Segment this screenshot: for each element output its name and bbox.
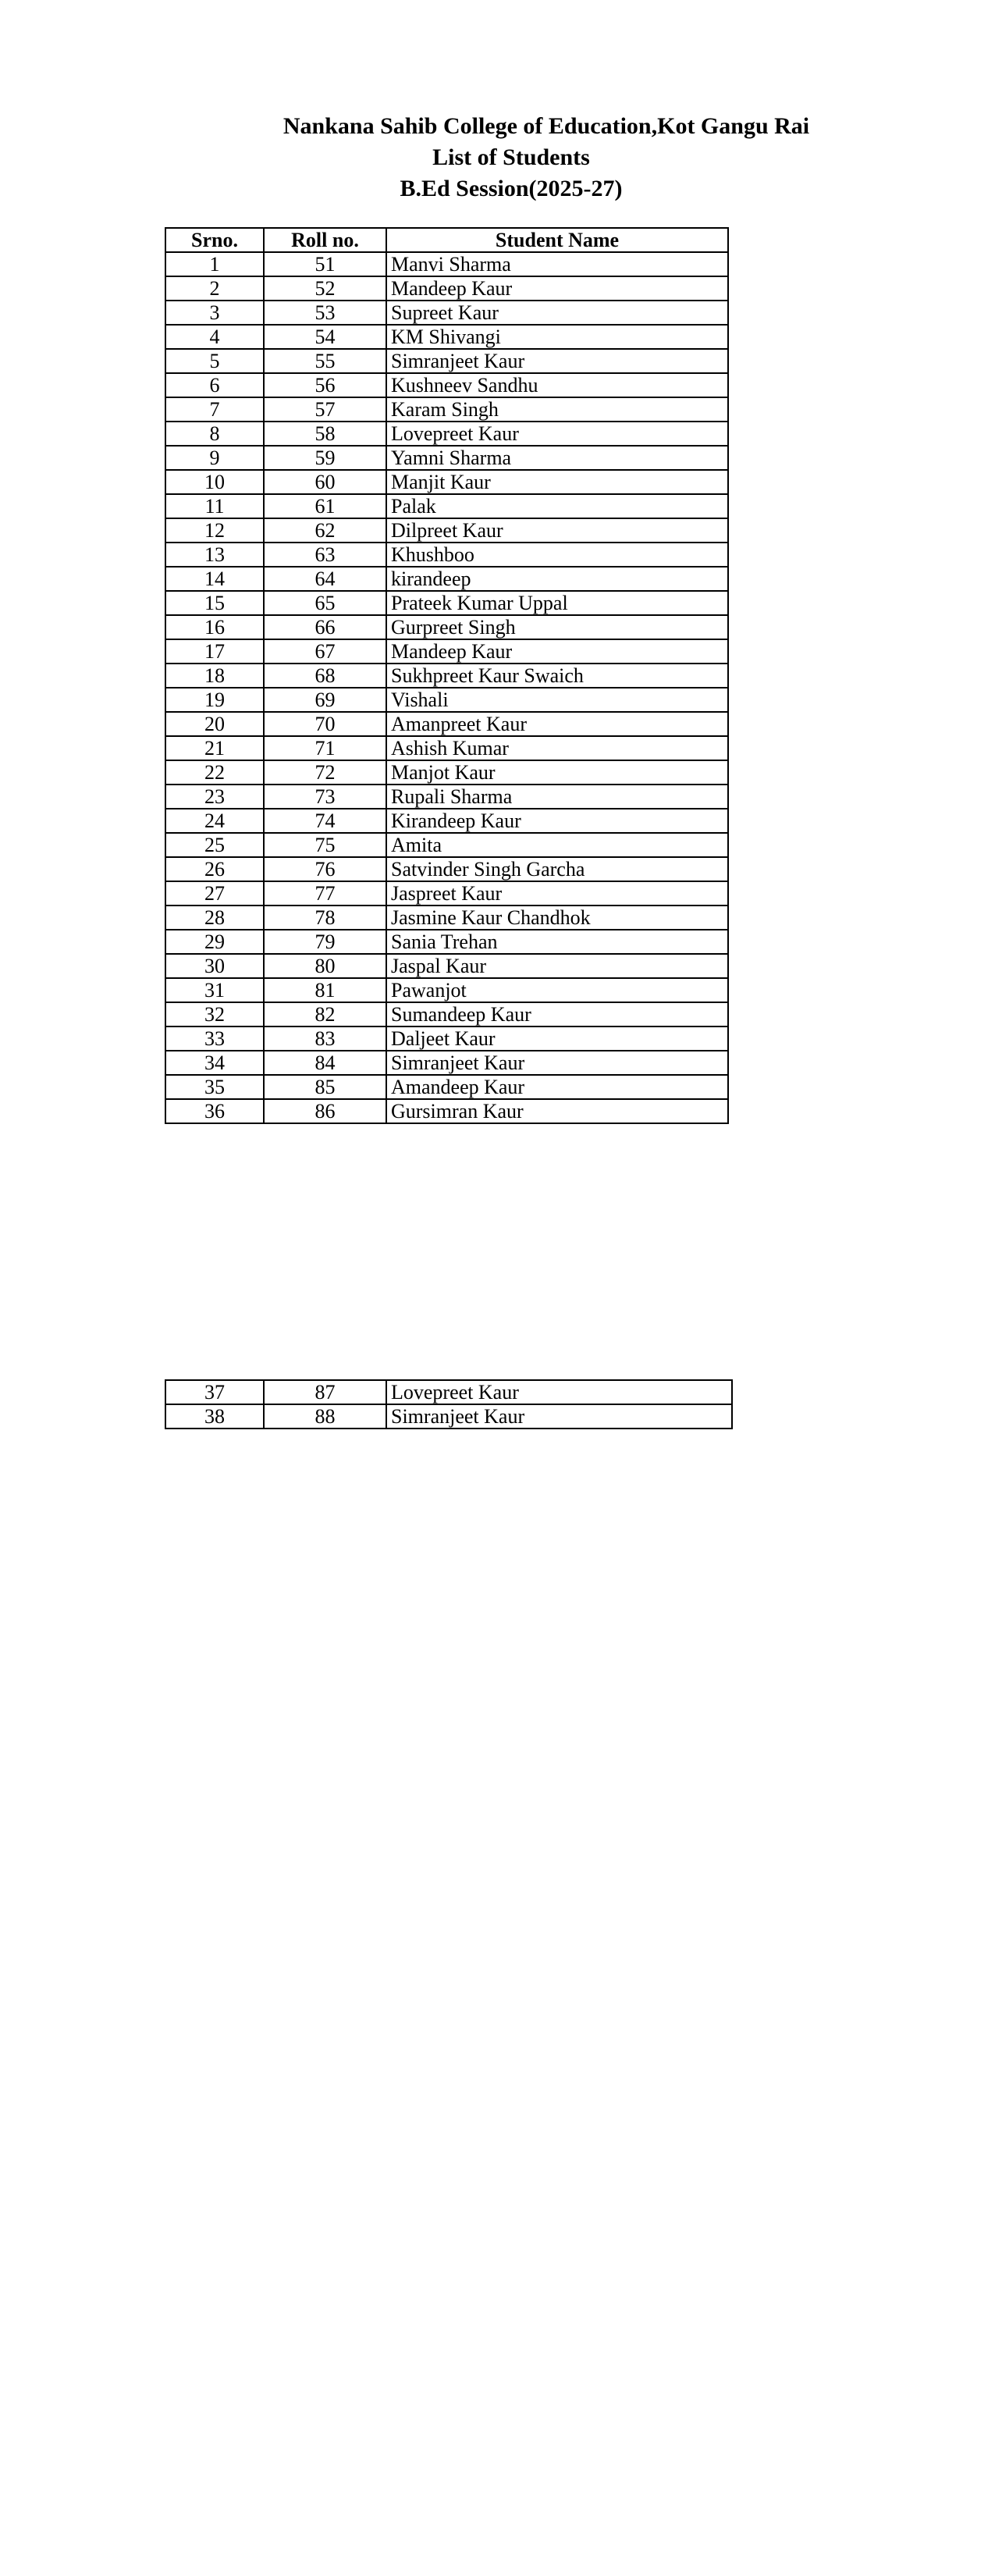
cell-roll-no: 70 xyxy=(264,712,386,736)
cell-student-name: Palak xyxy=(386,494,728,518)
cell-srno: 8 xyxy=(165,422,264,446)
cell-roll-no: 80 xyxy=(264,954,386,978)
students-table xyxy=(165,227,729,1124)
cell-student-name: Vishali xyxy=(386,688,728,712)
cell-srno: 30 xyxy=(165,954,264,978)
cell-srno: 19 xyxy=(165,688,264,712)
cell-roll-no: 85 xyxy=(264,1075,386,1099)
cell-roll-no: 53 xyxy=(264,301,386,325)
cell-srno: 31 xyxy=(165,978,264,1002)
table-row xyxy=(165,1051,728,1075)
cell-roll-no: 71 xyxy=(264,736,386,760)
cell-student-name: Jasmine Kaur Chandhok xyxy=(386,906,728,930)
cell-roll-no: 52 xyxy=(264,276,386,301)
cell-srno: 26 xyxy=(165,857,264,881)
cell-srno: 2 xyxy=(165,276,264,301)
cell-srno: 24 xyxy=(165,809,264,833)
table-row xyxy=(165,543,728,567)
cell-student-name: Prateek Kumar Uppal xyxy=(386,591,728,615)
cell-student-name: Yamni Sharma xyxy=(386,446,728,470)
cell-srno: 27 xyxy=(165,881,264,906)
cell-student-name: Simranjeet Kaur xyxy=(386,1404,732,1429)
table-row xyxy=(165,494,728,518)
table-row xyxy=(165,639,728,664)
cell-roll-no: 61 xyxy=(264,494,386,518)
table-row xyxy=(165,857,728,881)
table-row xyxy=(165,615,728,639)
table-row xyxy=(165,906,728,930)
cell-roll-no: 74 xyxy=(264,809,386,833)
table-row xyxy=(165,349,728,373)
cell-srno: 4 xyxy=(165,325,264,349)
cell-roll-no: 57 xyxy=(264,397,386,422)
cell-roll-no: 60 xyxy=(264,470,386,494)
cell-roll-no: 81 xyxy=(264,978,386,1002)
cell-student-name: KM Shivangi xyxy=(386,325,728,349)
table-row xyxy=(165,518,728,543)
cell-student-name: Simranjeet Kaur xyxy=(386,349,728,373)
cell-student-name: Daljeet Kaur xyxy=(386,1026,728,1051)
table-row xyxy=(165,567,728,591)
table-row xyxy=(165,591,728,615)
cell-roll-no: 88 xyxy=(264,1404,386,1429)
cell-student-name: Amandeep Kaur xyxy=(386,1075,728,1099)
cell-student-name: Gursimran Kaur xyxy=(386,1099,728,1123)
table-row xyxy=(165,1404,732,1429)
cell-srno: 12 xyxy=(165,518,264,543)
cell-student-name: Mandeep Kaur xyxy=(386,276,728,301)
cell-student-name: Lovepreet Kaur xyxy=(386,1380,732,1404)
cell-srno: 15 xyxy=(165,591,264,615)
cell-srno: 10 xyxy=(165,470,264,494)
cell-student-name: Gurpreet Singh xyxy=(386,615,728,639)
cell-srno: 11 xyxy=(165,494,264,518)
cell-student-name: Manjit Kaur xyxy=(386,470,728,494)
cell-student-name: Amita xyxy=(386,833,728,857)
cell-srno: 3 xyxy=(165,301,264,325)
cell-roll-no: 84 xyxy=(264,1051,386,1075)
table-row xyxy=(165,301,728,325)
cell-student-name: Jaspal Kaur xyxy=(386,954,728,978)
session-title: B.Ed Session(2025-27) xyxy=(400,176,623,201)
table-row xyxy=(165,1075,728,1099)
cell-student-name: Karam Singh xyxy=(386,397,728,422)
cell-student-name: Lovepreet Kaur xyxy=(386,422,728,446)
cell-student-name: kirandeep xyxy=(386,567,728,591)
college-name: Nankana Sahib College of Education,Kot Gangu Rai xyxy=(283,113,810,139)
cell-roll-no: 54 xyxy=(264,325,386,349)
cell-student-name: Sumandeep Kaur xyxy=(386,1002,728,1026)
cell-roll-no: 51 xyxy=(264,252,386,276)
cell-roll-no: 78 xyxy=(264,906,386,930)
cell-roll-no: 64 xyxy=(264,567,386,591)
table-row xyxy=(165,881,728,906)
cell-srno: 16 xyxy=(165,615,264,639)
cell-roll-no: 67 xyxy=(264,639,386,664)
table-row xyxy=(165,736,728,760)
cell-roll-no: 68 xyxy=(264,664,386,688)
table-row xyxy=(165,422,728,446)
cell-roll-no: 55 xyxy=(264,349,386,373)
cell-srno: 36 xyxy=(165,1099,264,1123)
column-header-srno: Srno. xyxy=(165,228,264,252)
cell-roll-no: 56 xyxy=(264,373,386,397)
cell-student-name: Satvinder Singh Garcha xyxy=(386,857,728,881)
cell-srno: 33 xyxy=(165,1026,264,1051)
cell-srno: 38 xyxy=(165,1404,264,1429)
cell-roll-no: 65 xyxy=(264,591,386,615)
cell-srno: 28 xyxy=(165,906,264,930)
cell-roll-no: 62 xyxy=(264,518,386,543)
table-row xyxy=(165,712,728,736)
cell-roll-no: 75 xyxy=(264,833,386,857)
table-row xyxy=(165,276,728,301)
table-row xyxy=(165,1002,728,1026)
cell-srno: 32 xyxy=(165,1002,264,1026)
table-row xyxy=(165,833,728,857)
cell-roll-no: 83 xyxy=(264,1026,386,1051)
list-title: List of Students xyxy=(432,144,590,170)
table-row xyxy=(165,325,728,349)
cell-student-name: Sania Trehan xyxy=(386,930,728,954)
cell-student-name: Kirandeep Kaur xyxy=(386,809,728,833)
cell-roll-no: 87 xyxy=(264,1380,386,1404)
table-row xyxy=(165,373,728,397)
cell-student-name: Ashish Kumar xyxy=(386,736,728,760)
cell-roll-no: 58 xyxy=(264,422,386,446)
cell-student-name: Khushboo xyxy=(386,543,728,567)
table-row xyxy=(165,760,728,785)
table-row xyxy=(165,978,728,1002)
cell-srno: 9 xyxy=(165,446,264,470)
cell-srno: 29 xyxy=(165,930,264,954)
cell-srno: 23 xyxy=(165,785,264,809)
table-row xyxy=(165,470,728,494)
table-row xyxy=(165,446,728,470)
cell-srno: 18 xyxy=(165,664,264,688)
cell-srno: 37 xyxy=(165,1380,264,1404)
table-row xyxy=(165,809,728,833)
table-header-row xyxy=(165,228,728,252)
cell-srno: 22 xyxy=(165,760,264,785)
cell-student-name: Sukhpreet Kaur Swaich xyxy=(386,664,728,688)
cell-student-name: Kushneev Sandhu xyxy=(386,373,728,397)
cell-student-name: Mandeep Kaur xyxy=(386,639,728,664)
cell-roll-no: 82 xyxy=(264,1002,386,1026)
cell-student-name: Simranjeet Kaur xyxy=(386,1051,728,1075)
table-row xyxy=(165,1026,728,1051)
cell-srno: 1 xyxy=(165,252,264,276)
cell-roll-no: 79 xyxy=(264,930,386,954)
cell-srno: 25 xyxy=(165,833,264,857)
cell-roll-no: 73 xyxy=(264,785,386,809)
students-table-continued xyxy=(165,1379,733,1429)
cell-student-name: Manvi Sharma xyxy=(386,252,728,276)
cell-srno: 20 xyxy=(165,712,264,736)
cell-srno: 5 xyxy=(165,349,264,373)
cell-roll-no: 69 xyxy=(264,688,386,712)
cell-roll-no: 72 xyxy=(264,760,386,785)
cell-roll-no: 63 xyxy=(264,543,386,567)
cell-srno: 14 xyxy=(165,567,264,591)
cell-student-name: Pawanjot xyxy=(386,978,728,1002)
table-row xyxy=(165,397,728,422)
table-row xyxy=(165,785,728,809)
cell-student-name: Manjot Kaur xyxy=(386,760,728,785)
cell-student-name: Dilpreet Kaur xyxy=(386,518,728,543)
cell-student-name: Jaspreet Kaur xyxy=(386,881,728,906)
cell-srno: 7 xyxy=(165,397,264,422)
cell-student-name: Amanpreet Kaur xyxy=(386,712,728,736)
cell-srno: 13 xyxy=(165,543,264,567)
table-row xyxy=(165,1380,732,1404)
column-header-student-name: Student Name xyxy=(386,228,728,252)
cell-roll-no: 86 xyxy=(264,1099,386,1123)
cell-srno: 34 xyxy=(165,1051,264,1075)
cell-roll-no: 66 xyxy=(264,615,386,639)
cell-student-name: Supreet Kaur xyxy=(386,301,728,325)
column-header-roll-no: Roll no. xyxy=(264,228,386,252)
table-row xyxy=(165,688,728,712)
table-row xyxy=(165,664,728,688)
cell-srno: 21 xyxy=(165,736,264,760)
cell-roll-no: 76 xyxy=(264,857,386,881)
cell-roll-no: 59 xyxy=(264,446,386,470)
cell-srno: 6 xyxy=(165,373,264,397)
cell-student-name: Rupali Sharma xyxy=(386,785,728,809)
table-row xyxy=(165,954,728,978)
table-row xyxy=(165,1099,728,1123)
table-row xyxy=(165,252,728,276)
cell-srno: 17 xyxy=(165,639,264,664)
cell-roll-no: 77 xyxy=(264,881,386,906)
cell-srno: 35 xyxy=(165,1075,264,1099)
table-row xyxy=(165,930,728,954)
